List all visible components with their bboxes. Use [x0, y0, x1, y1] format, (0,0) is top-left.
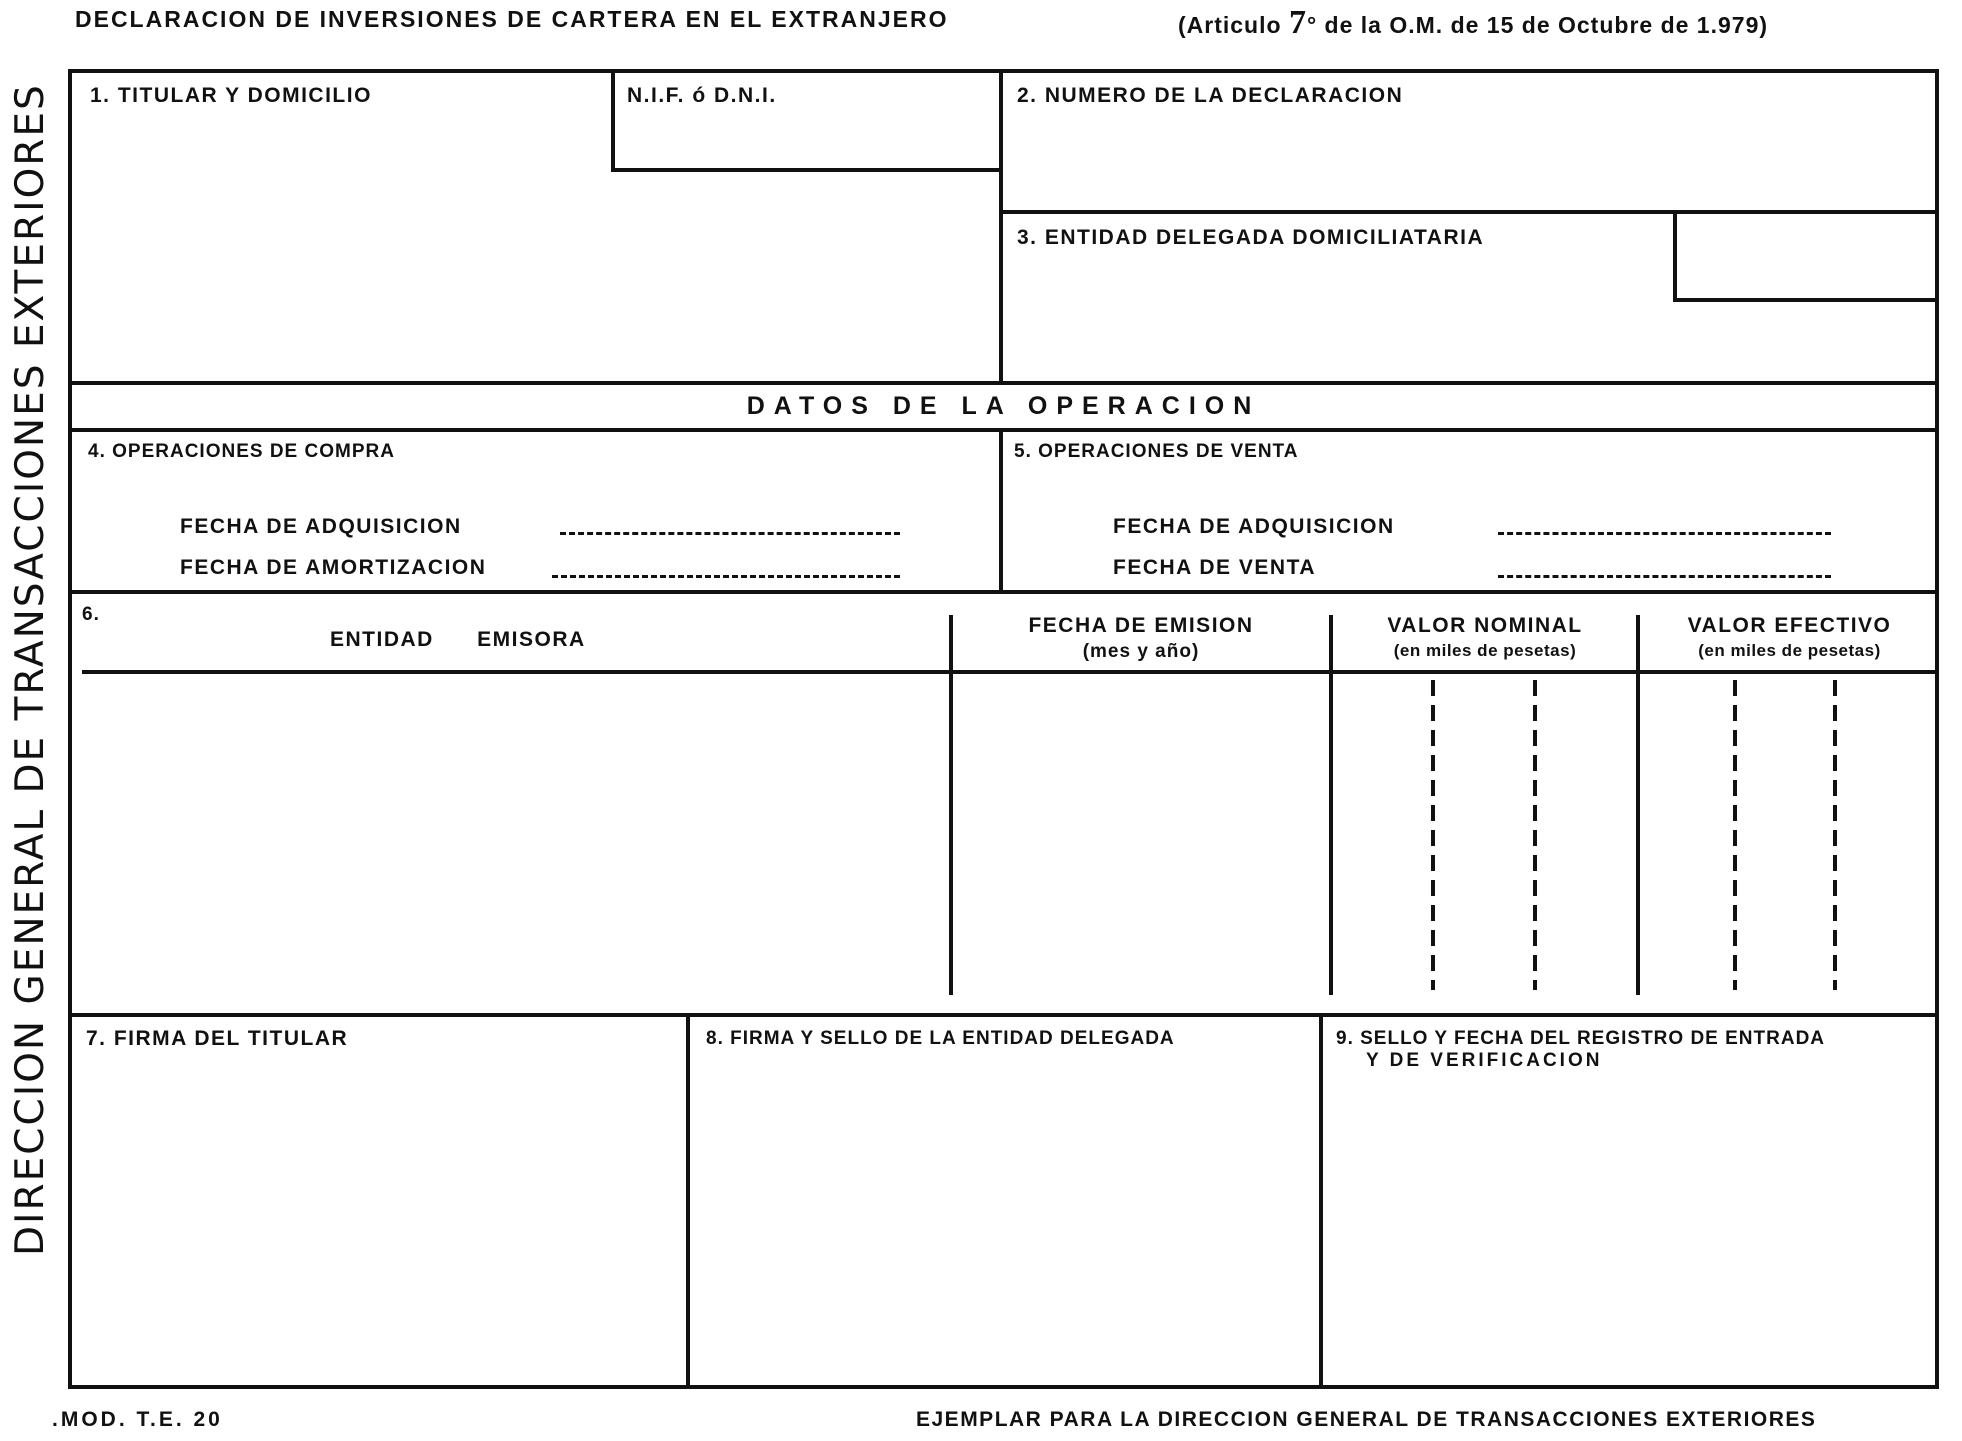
field-1-titular-label: 1. TITULAR Y DOMICILIO [90, 84, 372, 107]
table-entidad-emisora-cell[interactable] [74, 676, 947, 1011]
compra-fecha-amortizacion-line[interactable] [552, 575, 900, 578]
f3-small-box [1675, 212, 1937, 300]
field-nif-label: N.I.F. ó D.N.I. [627, 84, 777, 107]
table-valor-efectivo-cell[interactable] [1642, 676, 1933, 1011]
article-reference [1178, 4, 1768, 42]
form-title: DECLARACION DE INVERSIONES DE CARTERA EN EL EXTRANJERO [75, 6, 949, 32]
compra-fecha-amortizacion-label: FECHA DE AMORTIZACION [180, 556, 487, 579]
col-header-valor-nominal: VALOR NOMINAL [1387, 614, 1583, 637]
field-8-firma-entidad-area[interactable] [692, 1060, 1317, 1383]
field-1-titular-input[interactable] [74, 110, 610, 380]
footer-copy-destination: EJEMPLAR PARA LA DIRECCION GENERAL DE TRANSACCIONES EXTERIORES [916, 1408, 1817, 1431]
field-2-numero-label: 2. NUMERO DE LA DECLARACION [1017, 84, 1404, 107]
col-header-fecha-emision-sub: (mes y año) [1082, 641, 1200, 662]
field-9-sello-area[interactable] [1325, 1080, 1933, 1383]
compra-fecha-adquisicion-label: FECHA DE ADQUISICION [180, 515, 462, 538]
article-suffix: ° de la O.M. de 15 de Octubre de 1.979) [1306, 12, 1769, 38]
col-header-valor-efectivo-sub: (en miles de pesetas) [1698, 641, 1881, 660]
field-7-firma-titular-area[interactable] [74, 1060, 684, 1383]
field-8-firma-entidad-label: 8. FIRMA Y SELLO DE LA ENTIDAD DELEGADA [706, 1028, 1175, 1049]
col-header-entidad-emisora: ENTIDAD EMISORA [330, 628, 586, 651]
field-7-firma-titular-label: 7. FIRMA DEL TITULAR [86, 1027, 349, 1050]
col-header-valor-efectivo: VALOR EFECTIVO [1687, 614, 1892, 637]
field-6-number: 6. [82, 604, 100, 625]
field-3-entidad-label: 3. ENTIDAD DELEGADA DOMICILIATARIA [1017, 226, 1485, 249]
field-2-numero-input[interactable] [1005, 112, 1933, 208]
field-5-venta-label: 5. OPERACIONES DE VENTA [1014, 441, 1299, 462]
field-4-compra-label: 4. OPERACIONES DE COMPRA [88, 441, 395, 462]
col-header-fecha-emision: FECHA DE EMISION [1028, 614, 1254, 637]
col-header-valor-nominal-sub: (en miles de pesetas) [1393, 641, 1577, 660]
field-3-entidad-input[interactable] [1005, 254, 1671, 379]
compra-fecha-adquisicion-line[interactable] [560, 532, 900, 535]
table-valor-nominal-cell[interactable] [1335, 676, 1634, 1011]
venta-fecha-venta-label: FECHA DE VENTA [1113, 556, 1317, 579]
side-agency-text: DIRECCION GENERAL DE TRANSACCIONES EXTERIORES [8, 83, 53, 1256]
field-9-sello-label-line1: 9. SELLO Y FECHA DEL REGISTRO DE ENTRADA [1336, 1028, 1826, 1049]
section-datos-operacion: DATOS DE LA OPERACION [746, 392, 1261, 420]
venta-fecha-venta-line[interactable] [1498, 575, 1831, 578]
article-prefix: (Articulo [1178, 12, 1282, 38]
venta-fecha-adquisicion-label: FECHA DE ADQUISICION [1113, 515, 1395, 538]
venta-fecha-adquisicion-line[interactable] [1498, 532, 1831, 535]
field-9-sello-label-line2: Y DE VERIFICACION [1366, 1050, 1603, 1071]
article-number: 7 [1288, 4, 1307, 41]
field-nif-input[interactable] [617, 110, 997, 166]
footer-model-code: .MOD. T.E. 20 [52, 1408, 223, 1431]
table-fecha-emision-cell[interactable] [955, 676, 1327, 1011]
